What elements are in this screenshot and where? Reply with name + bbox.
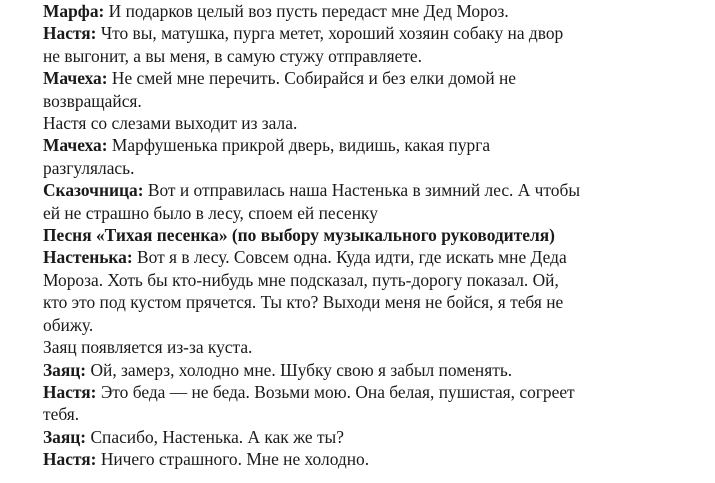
dialogue-line: [43, 314, 701, 336]
line-text: Настя со слезами выходит из зала.: [43, 113, 298, 134]
line-text: Вот и отправилась наша Настенька в зимний лес. А чтобы: [143, 180, 581, 201]
dialogue-line: [43, 291, 701, 313]
dialogue-line: [43, 403, 701, 425]
speaker-name: Мачеха:: [43, 135, 108, 156]
dialogue-line: [43, 0, 701, 22]
speaker-name: Настенька:: [43, 247, 133, 268]
dialogue-line: [43, 45, 701, 67]
line-text: возвращайся.: [43, 90, 142, 111]
line-text: Что вы, матушка, пурга метет, хороший хозяин собаку на двор: [96, 23, 564, 44]
line-text: Ой, замерз, холодно мне. Шубку свою я забыл поменять.: [86, 359, 513, 380]
line-text: тебя.: [43, 404, 80, 425]
line-text: Марфушенька прикрой дверь, видишь, какая пурга: [107, 135, 491, 156]
dialogue-line: [43, 359, 701, 381]
speaker-name: Заяц:: [43, 359, 87, 380]
dialogue-line: [43, 134, 701, 156]
line-text: И подарков целый воз пусть передаст мне Дед Мороз.: [104, 1, 509, 21]
dialogue-line: [43, 426, 701, 448]
dialogue-line: [43, 67, 701, 89]
dialogue-line: [43, 448, 701, 470]
line-text: Спасибо, Настенька. А как же ты?: [86, 426, 344, 447]
stage-direction: [43, 112, 701, 134]
speaker-name: Марфа:: [43, 1, 105, 21]
dialogue-line: [43, 179, 701, 201]
speaker-name: Мачеха:: [43, 68, 108, 89]
speaker-name: Настя:: [43, 381, 97, 402]
dialogue-line: [43, 381, 701, 403]
stage-direction: [43, 336, 701, 358]
line-text: Вот я в лесу. Совсем одна. Куда идти, где искать мне Деда: [132, 247, 567, 268]
line-text: Это беда — не беда. Возьми мою. Она белая, пушистая, согреет: [96, 381, 575, 402]
dialogue-line: [43, 269, 701, 291]
line-text: обижу.: [43, 314, 94, 335]
line-text: не выгонит, а вы меня, в самую стужу отправляете.: [43, 45, 422, 66]
speaker-name: Сказочница:: [43, 180, 144, 201]
line-text: кто это под кустом прячется. Ты кто? Выходи меня не бойся, я тебя не: [43, 292, 564, 313]
song-heading: Песня «Тихая песенка» (по выбору музыкального руководителя): [43, 225, 555, 246]
speaker-name: Заяц:: [43, 426, 87, 447]
dialogue-line: [43, 157, 701, 179]
dialogue-line: [43, 22, 701, 44]
dialogue-line: [43, 202, 701, 224]
line-text: ей не страшно было в лесу, споем ей песенку: [43, 202, 378, 223]
line-text: Мороза. Хоть бы кто-нибудь мне подсказал, путь-дорогу показал. Ой,: [43, 269, 559, 290]
line-text: разгулялась.: [43, 157, 135, 178]
speaker-name: Настя:: [43, 23, 97, 44]
line-text: Ничего страшного. Мне не холодно.: [96, 449, 370, 470]
dialogue-line: [43, 90, 701, 112]
line-text: Заяц появляется из-за куста.: [43, 337, 253, 358]
line-text: Не смей мне перечить. Собирайся и без елки домой не: [107, 68, 517, 89]
dialogue-line: [43, 246, 701, 268]
speaker-name: Настя:: [43, 449, 97, 470]
